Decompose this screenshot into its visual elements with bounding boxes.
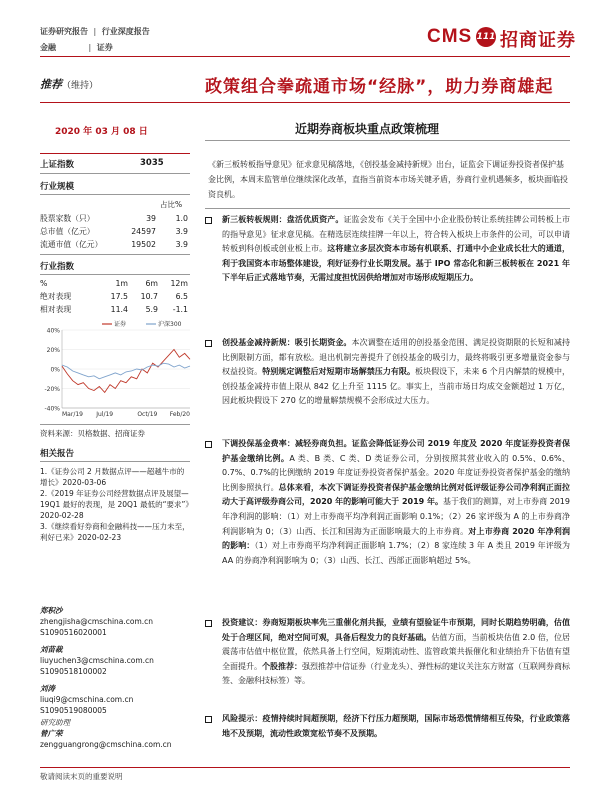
- x-tick-label: Feb/20: [169, 411, 190, 418]
- rating-label: 推荐: [40, 78, 62, 91]
- bullet-body: A 类、B 类、C 类、D 类证券公司，分别按照其营业收入的 0.5%、0.6%、0.7%、0.7%的比例缴纳 2019 年度证券投资者保护基金。2020 年度证券投资者保护基金的缴纳比例参照执行。: [222, 453, 570, 492]
- bullet-square-icon: [205, 217, 212, 224]
- sector-line: 金融 | 证券: [40, 43, 113, 52]
- industry-size-title: 行业规模: [40, 182, 75, 192]
- bullet-body: 基于我们的测算，对上市券商 2019 年净利润的影响：（1）对上市券商平均净利润正面影响 0.1%；（2）26 家评级为 A 的上市券商净利润影响为 0；（3）山西、长江和国海为正面影响最大的上市券商。: [222, 497, 570, 536]
- industry-size-rule: [40, 194, 190, 195]
- y-tick-label: -20%: [44, 386, 60, 393]
- related-rule: [40, 461, 190, 462]
- industry-size-bottom-rule: [40, 254, 190, 255]
- y-tick-label: 0%: [50, 366, 60, 374]
- analyst-id: S1090516020001: [40, 628, 107, 637]
- related-item[interactable]: 3.《继续看好券商和金融科技——压力未至，利好已来》2020-02-23: [40, 522, 190, 542]
- bullet-square-icon: [205, 716, 212, 723]
- page-title: 政策组合拳疏通市场“经脉”，助力券商雄起: [205, 77, 554, 97]
- subtitle-rule: [205, 140, 570, 141]
- cell-share: 3.9: [175, 240, 188, 249]
- bullet-square-icon: [205, 441, 212, 448]
- x-tick-label: Oct/19: [137, 411, 158, 418]
- y-tick-label: 20%: [46, 347, 60, 354]
- cell-share: 3.9: [175, 227, 188, 236]
- analyst-id: S1090519080005: [40, 706, 107, 715]
- bullet-lead: 创投基金减持新规：吸引长期资金。: [222, 338, 352, 347]
- x-tick-label: Mar/19: [62, 411, 83, 418]
- cell-value: 39: [146, 214, 156, 223]
- analyst-email[interactable]: liuqi9@cmschina.com.cn: [40, 695, 134, 704]
- related-item[interactable]: 2.《2019 年证券公司经营数据点评及展望—19Q1 最好的表现，是 20Q1 最低的“要求”》2020-02-28: [40, 489, 190, 520]
- bullet-new-otc: [205, 213, 570, 286]
- bullet-emphasis: 个股推荐：: [262, 661, 302, 671]
- summary-rule: [205, 208, 570, 209]
- bullet-risk: [205, 712, 570, 741]
- table-row: [40, 303, 188, 316]
- bullet-lead: 下调投保基金费率：减轻券商负担。: [222, 439, 352, 448]
- performance-chart: [40, 318, 192, 420]
- bullet-investment-advice: [205, 616, 570, 689]
- index-rule: [40, 173, 190, 174]
- industry-size-table: [40, 212, 188, 251]
- cell-value: 24597: [131, 227, 156, 236]
- chart-rule: [40, 424, 190, 425]
- col-header: 6m: [145, 279, 158, 288]
- bullet-body: 板块假设下，未来 6 个月内解禁的规模中，创投基金减持市值上限从 842 亿上升至 1115 亿。事实上，当前市场日均成交金额超过 1 万亿，因此板块假设下 270 亿的增量解禁规模不会形成过大压力。: [222, 367, 571, 406]
- series-line-hs300: [62, 363, 190, 379]
- analyst-email[interactable]: zengguangrong@cmschina.com.cn: [40, 740, 172, 749]
- bullet-emphasis: 券商短期板块率先三重催化剂共振，业绩有望验证牛市预期，同时长期趋势明确，估值处于合理区间，绝对空间可观，具备后程发力的良好基础。: [222, 618, 571, 642]
- x-tick-label: Jul/19: [96, 411, 114, 418]
- rating: [40, 76, 98, 92]
- row-label: 流通市值（亿元）: [40, 240, 103, 249]
- bullet-square-icon: [205, 620, 212, 627]
- report-type: 证券研究报告: [40, 27, 88, 36]
- title-rule: [40, 102, 570, 103]
- table-header-row: [40, 277, 188, 290]
- assistant-label: 研究助理: [40, 718, 70, 727]
- summary-paragraph: 《新三板转板指导意见》征求意见稿落地，《创投基金减持新规》出台，证监会下调证券投资者保护基金比例，本周末监管单位继续深化改革，直指当前资本市场关键矛盾，券商行业机遇频多，板块面临投资良机。: [208, 160, 568, 199]
- bullet-body: 强烈推荐中信证券（行业龙头）、弹性标的建议关注东方财富（互联网券商标签、金融科技标签）等。: [222, 661, 570, 686]
- table-row: [40, 225, 188, 238]
- bullet-lead: 新三板转板规则：盘活优质资产。: [222, 215, 344, 224]
- row-label: 绝对表现: [40, 292, 72, 301]
- analyst-name: 刘苗裁: [40, 645, 63, 654]
- cell-share: 1.0: [175, 214, 188, 223]
- rating-note: （维持）: [62, 81, 99, 91]
- table-row: [40, 238, 188, 251]
- related-title: 相关报告: [40, 449, 75, 459]
- bullet-body: （1）对上市券商平均净利润正面影响 1.7%；（2）8 家连续 3 年 A 类且 2019 年评级为 AA 的券商净利润影响为 0；（3）山西、长江、西部正面影响超过 5%。: [222, 541, 571, 565]
- bullet-emphasis: 总体来看，本次下调证券投资者保护基金缴纳比例对低评级证券公司净利润正面拉动大于高评级券商公司，2020 年的影响可能大于 2019 年。: [222, 482, 571, 507]
- chart-source: 资料来源：贝格数据、招商证券: [40, 429, 145, 438]
- bullet-emphasis: 疫情持续时间超预期，经济下行压力超预期，国际市场恐慌情绪相互传染，行业政策落地不及预期，流动性政策宽松节奏不及预期。: [222, 714, 571, 738]
- industry-index-title: 行业指数: [40, 262, 75, 272]
- bullet-body: 估值方面，当前板块估值 2.0 倍，位居震荡市估值中枢位置，依然具备上行空间，短期流动性、监管政策共振催化和业绩抬升下估值有望全面提升。: [222, 632, 570, 671]
- cell-value: -1.1: [172, 305, 188, 314]
- cms-logo: CMS: [427, 26, 473, 47]
- bullet-body: 证监会发布《关于全国中小企业股份转让系统挂牌公司转板上市的指导意见》征求意见稿。在精选层连续挂牌一年以上，符合转入板块上市条件的公司，可以申请转板到科创板或创业板上市。: [222, 215, 571, 254]
- header-rule: [40, 56, 570, 57]
- cell-value: 19502: [131, 240, 156, 249]
- industry-index-rule: [40, 274, 190, 275]
- index-label: 上证指数: [40, 160, 75, 170]
- index-top-rule: [40, 153, 190, 154]
- company-logo-text: 招商证券: [500, 30, 576, 51]
- analyst-name: 曾广荣: [40, 729, 63, 738]
- cell-value: 6.5: [175, 292, 188, 301]
- series-line-securities: [62, 350, 190, 393]
- cms-badge-icon: 111: [476, 27, 496, 47]
- row-label: 股票家数（只）: [40, 214, 95, 223]
- col-header: 12m: [170, 279, 188, 288]
- row-label: 总市值（亿元）: [40, 227, 95, 236]
- col-header: %: [40, 279, 48, 288]
- page-subtitle: 近期券商板块重点政策梳理: [295, 122, 440, 136]
- y-tick-label: 40%: [46, 327, 60, 335]
- bullet-square-icon: [205, 340, 212, 347]
- bullet-lead: 风险提示：: [222, 714, 263, 723]
- y-tick-label: -40%: [44, 405, 60, 413]
- report-type-line: 证券研究报告 | 行业深度报告: [40, 27, 150, 36]
- analyst-id: S1090518100002: [40, 667, 107, 676]
- bullet-lead: 投资建议：: [222, 618, 263, 627]
- cell-value: 10.7: [140, 292, 158, 301]
- analyst-email[interactable]: liuyuchen3@cmschina.com.cn: [40, 656, 154, 665]
- bullet-vc-fund: [205, 336, 570, 409]
- bullet-emphasis: 证监会降低证券公司 2019 年度及 2020 年度证券投资者保护基金缴纳比例。: [222, 439, 571, 463]
- share-col-header: 占比%: [160, 200, 183, 209]
- report-subtype: 行业深度报告: [101, 27, 150, 36]
- table-row: [40, 212, 188, 225]
- bullet-emphasis: 这将建立多层次资本市场有机联系、打通中小企业成长壮大的通道，利于我国资本市场整体建设，利好证券行业长期发展。基于 IPO 常态化和新三板转板在 2021 年下半年后正式落地节奏，无需过度担忧因供给增加对市场形成短期压力。: [222, 244, 571, 283]
- analyst-name: 郑积沙: [40, 606, 63, 615]
- sector: 金融: [40, 43, 56, 52]
- bullet-emphasis: 对上市券商 2020 年净利润的影响：: [222, 526, 570, 551]
- sub-sector: 证券: [96, 43, 113, 52]
- legend-label: 沪深300: [158, 321, 182, 328]
- cell-value: 5.9: [145, 305, 158, 314]
- bullet-investor-fund: [205, 437, 570, 568]
- footer-rule: [40, 767, 570, 768]
- cell-value: 17.5: [110, 292, 128, 301]
- industry-index-table: [40, 277, 188, 316]
- table-row: [40, 290, 188, 303]
- bullet-emphasis: 特别规定调整后对短期市场解禁压力有限。: [262, 367, 416, 377]
- analyst-name: 刘涛: [40, 684, 55, 693]
- col-header: 1m: [115, 279, 128, 288]
- footer-note: 敬请阅读末页的重要说明: [40, 772, 123, 781]
- index-value: 3035: [140, 158, 164, 168]
- cell-value: 11.4: [110, 305, 128, 314]
- row-label: 相对表现: [40, 305, 72, 314]
- related-item[interactable]: 1.《证券公司 2 月数据点评——超越牛市的增长》2020-03-06: [40, 467, 185, 487]
- bullet-body: 本次调整在适用的创投基金范围、满足投资期限的长短和减持比例限制方面，都有放松。退出机制完善提升了创投基金的吸引力，最终将吸引更多增量资金参与权益投资。: [222, 338, 571, 377]
- legend-label: 证券: [114, 321, 127, 328]
- analyst-email[interactable]: zhengjisha@cmschina.com.cn: [40, 617, 154, 626]
- report-date: 2020 年 03 月 08 日: [55, 127, 148, 137]
